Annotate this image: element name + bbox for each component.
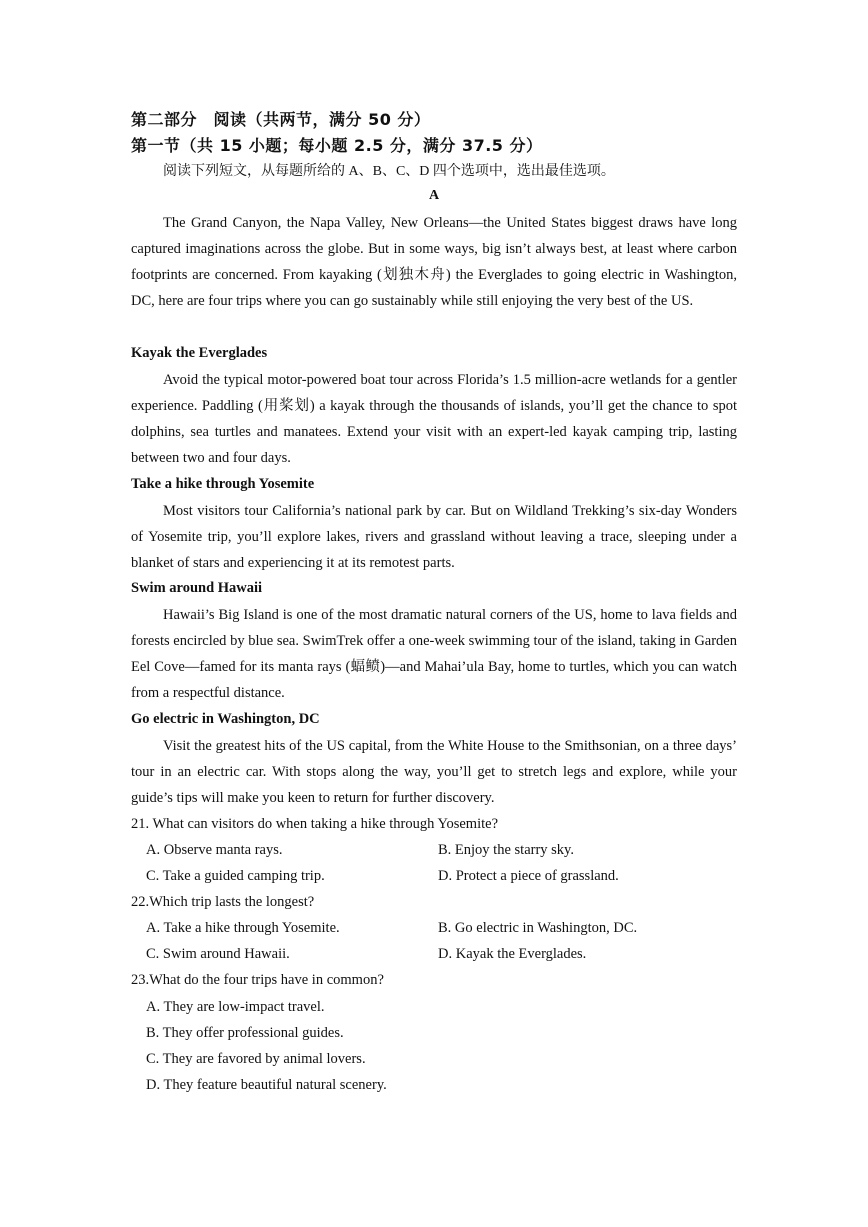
section-body-yosemite: Most visitors tour California’s national park by car. But on Wildland Trekking’s six-day Wonders of Yosemite trip, you’ll explore lakes, rivers and grassland without leaving a trace, sleeping under a blanket of stars and experiencing it at its remotest parts. bbox=[131, 503, 737, 571]
section-heading-kayak: Kayak the Everglades bbox=[131, 345, 268, 361]
question-21-option-c: C. Take a guided camping trip. bbox=[146, 868, 325, 884]
question-23-option-d: D. They feature beautiful natural scenery. bbox=[146, 1077, 387, 1093]
question-22-option-a: A. Take a hike through Yosemite. bbox=[146, 920, 340, 936]
section-heading-yosemite: Take a hike through Yosemite bbox=[131, 476, 315, 492]
section-body-hawaii: Hawaii’s Big Island is one of the most dramatic natural corners of the US, home to lava fields and forests encircled by blue sea. SwimTrek offer a one-week swimming tour of the island, taking in Garden Eel Cove—famed for its manta rays (蝠鲼)—and Mahai’ula Bay, home to turtles, which you can watch from a respectful distance. bbox=[131, 607, 737, 701]
question-22-stem: 22.Which trip lasts the longest? bbox=[131, 894, 315, 910]
question-21-option-d: D. Protect a piece of grassland. bbox=[438, 868, 619, 884]
question-22-option-c: C. Swim around Hawaii. bbox=[146, 946, 290, 962]
question-23-stem: 23.What do the four trips have in common? bbox=[131, 972, 384, 988]
question-23-option-c: C. They are favored by animal lovers. bbox=[146, 1051, 366, 1067]
section-heading-hawaii: Swim around Hawaii bbox=[131, 580, 263, 596]
section-body-kayak: Avoid the typical motor-powered boat tour across Florida’s 1.5 million-acre wetlands for a gentler experience. Paddling (用桨划) a kayak through the thousands of islands, you’ll get the chance to spot dolphins, sea turtles and manatees. Extend your visit with an expert-led kayak camping trip, lasting between two and four days. bbox=[131, 372, 737, 466]
section-heading-washington: Go electric in Washington, DC bbox=[131, 711, 320, 727]
passage-label: A bbox=[428, 188, 440, 203]
question-21-option-b: B. Enjoy the starry sky. bbox=[438, 842, 574, 858]
question-23-option-b: B. They offer professional guides. bbox=[146, 1025, 344, 1041]
subsection-title: 第一节（共 15 小题；每小题 2.5 分，满分 37.5 分） bbox=[131, 136, 543, 155]
intro-paragraph: The Grand Canyon, the Napa Valley, New Orleans—the United States biggest draws have long captured imaginations across the globe. But in some ways, big isn’t always best, at least where carbon footprints are concerned. From kayaking (划独木舟) the Everglades to going electric in Washington, DC, here are four trips where you can go sustainably while still enjoying the very best of the US. bbox=[131, 215, 737, 309]
question-22-option-b: B. Go electric in Washington, DC. bbox=[438, 920, 638, 936]
instructions: 阅读下列短文，从每题所给的 A、B、C、D 四个选项中，选出最佳选项。 bbox=[163, 164, 615, 179]
question-21-stem: 21. What can visitors do when taking a hike through Yosemite? bbox=[131, 816, 499, 832]
question-23-option-a: A. They are low-impact travel. bbox=[146, 999, 325, 1015]
question-21-option-a: A. Observe manta rays. bbox=[146, 842, 283, 858]
section-body-washington: Visit the greatest hits of the US capital, from the White House to the Smithsonian, on a three days’ tour in an electric car. With stops along the way, you’ll get to stretch legs and explore, while your guide’s tips will make you keen to return for further discovery. bbox=[131, 738, 737, 806]
question-22-option-d: D. Kayak the Everglades. bbox=[438, 946, 587, 962]
section-title: 第二部分 阅读（共两节，满分 50 分） bbox=[131, 110, 431, 129]
